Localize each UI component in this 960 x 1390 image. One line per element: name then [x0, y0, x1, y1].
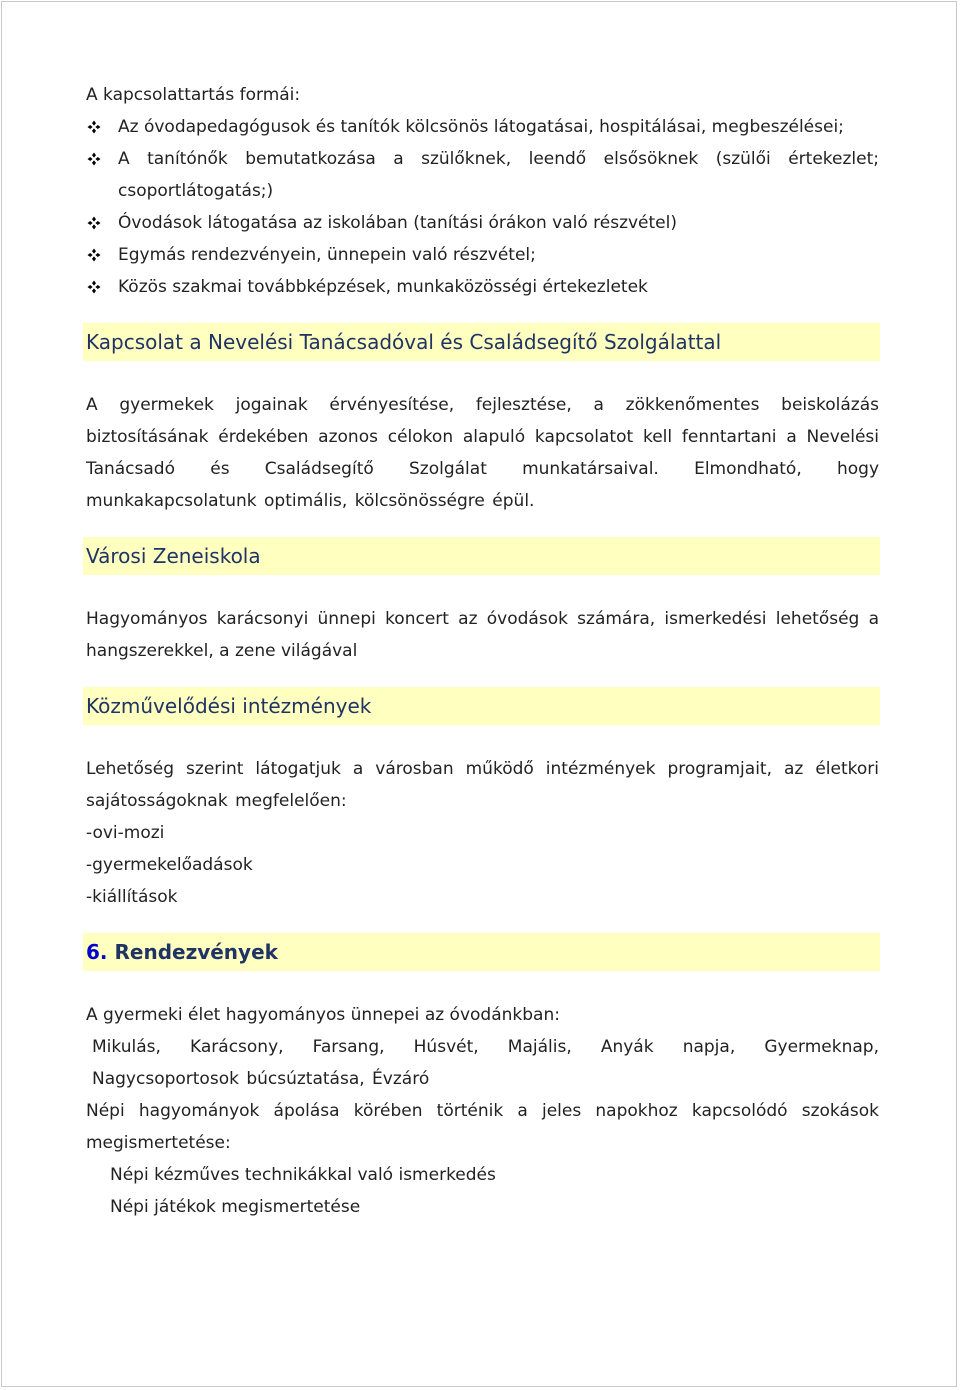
bullet-text: Egymás rendezvényein, ünnepein való részvétel;	[118, 245, 536, 265]
list-item	[86, 271, 879, 303]
counseling-body: A gyermekek jogainak érvényesítése, fejlesztése, a zökkenőmentes beiskolázás biztosításának érdekében azonos célokon alapuló kapcsolatot kell fenntartani a Nevelési Tanácsadó és Családsegítő Szolgálat munkatársaival. Elmondható, hogy munkakapcsolatunk optimális, kölcsönösségre épül.	[86, 395, 879, 511]
music-body: Hagyományos karácsonyi ünnepi koncert az óvodások számára, ismerkedési lehetőség a hangszerekkel, a zene világával	[86, 609, 879, 661]
culture-item: -kiállítások	[86, 887, 178, 907]
section-number: 6.	[86, 940, 108, 964]
section-heading-music-school: Városi Zeneiskola	[83, 537, 880, 575]
section-title: Rendezvények	[114, 940, 278, 964]
bullet-text: Óvodások látogatása az iskolában (tanítási órákon való részvétel)	[118, 213, 677, 233]
section-heading-events	[83, 933, 880, 971]
contacts-intro: A kapcsolattartás formái:	[86, 85, 301, 105]
events-activity: Népi játékok megismertetése	[110, 1197, 361, 1217]
spacer	[86, 575, 879, 603]
diamond-bullet-icon	[86, 111, 102, 143]
bullet-text: Az óvodapedagógusok és tanítók kölcsönös látogatásai, hospitálásai, megbeszélései;	[118, 117, 844, 137]
spacer	[86, 971, 879, 999]
bullet-text: A tanítónők bemutatkozása a szülőknek, leendő elsősöknek (szülői értekezlet; csoportlátogatás;)	[118, 149, 879, 201]
section-heading-counseling: Kapcsolat a Nevelési Tanácsadóval és Családsegítő Szolgálattal	[83, 323, 880, 361]
bullet-text: Közös szakmai továbbképzések, munkaközösségi értekezletek	[118, 277, 648, 297]
contacts-bullet-list	[86, 111, 879, 303]
spacer	[86, 725, 879, 753]
list-item	[86, 239, 879, 271]
spacer	[86, 913, 879, 933]
diamond-bullet-icon	[86, 143, 102, 175]
diamond-bullet-icon	[86, 239, 102, 271]
section-heading-cultural-institutions: Közművelődési intézmények	[83, 687, 880, 725]
spacer	[86, 361, 879, 389]
diamond-bullet-icon	[86, 271, 102, 303]
events-intro: A gyermeki élet hagyományos ünnepei az óvodánkban:	[86, 1005, 560, 1025]
spacer	[86, 303, 879, 323]
document-content	[86, 79, 879, 1223]
culture-body: Lehetőség szerint látogatjuk a városban működő intézmények programjait, az életkori sajátosságoknak megfelelően:	[86, 759, 879, 811]
culture-item: -gyermekelőadások	[86, 855, 253, 875]
events-holidays: Mikulás, Karácsony, Farsang, Húsvét, Majális, Anyák napja, Gyermeknap, Nagycsoportosok búcsúztatása, Évzáró	[92, 1037, 879, 1089]
events-activity: Népi kézműves technikákkal való ismerkedés	[110, 1165, 496, 1185]
diamond-bullet-icon	[86, 207, 102, 239]
list-item	[86, 111, 879, 143]
culture-item: -ovi-mozi	[86, 823, 165, 843]
list-item	[86, 143, 879, 207]
events-folk-traditions: Népi hagyományok ápolása körében történik a jeles napokhoz kapcsolódó szokások megismertetése:	[86, 1101, 879, 1153]
document-page	[1, 1, 957, 1387]
spacer	[86, 667, 879, 687]
list-item	[86, 207, 879, 239]
spacer	[86, 517, 879, 537]
